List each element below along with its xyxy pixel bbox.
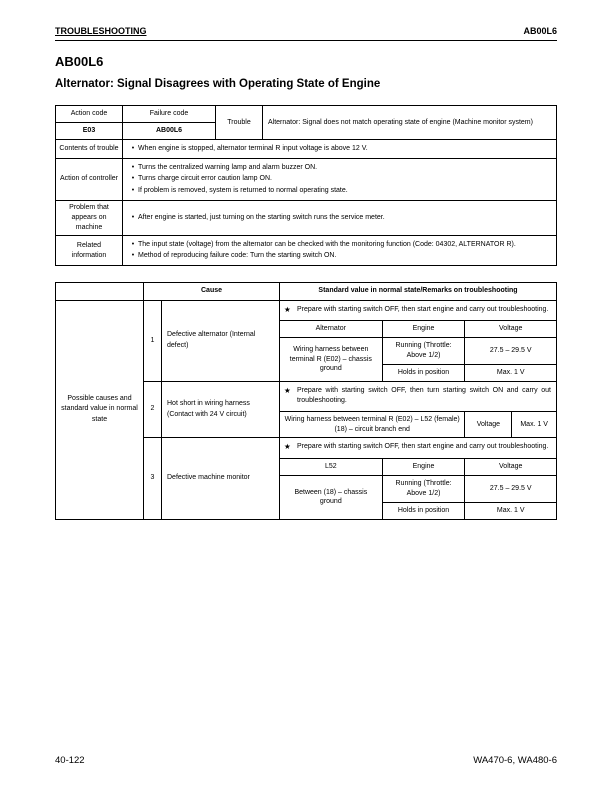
trouble-label: Trouble <box>216 106 263 140</box>
troubleshooting-note <box>280 301 556 321</box>
corner-cell <box>56 283 144 300</box>
inner-header-engine: Engine <box>382 459 465 476</box>
contents-of-trouble-cell <box>123 140 557 159</box>
cause-number: 1 <box>144 300 162 381</box>
troubleshooting-note <box>280 438 556 458</box>
voltage-value: Max. 1 V <box>512 411 556 437</box>
failure-code-label: Failure code <box>123 106 216 123</box>
bullet-text: If problem is removed, system is returned to normal operating state. <box>138 186 348 194</box>
note-text: Prepare with starting switch OFF, then turn starting switch ON and carry out troubleshooting. <box>297 386 551 404</box>
measurement-item: Wiring harness between terminal R (E02) – L52 (female) (18) – circuit branch end <box>280 411 465 437</box>
trouble-info-table <box>55 105 557 266</box>
bullet-text: Turns the centralized warning lamp and alarm buzzer ON. <box>138 164 318 172</box>
action-code-value: E03 <box>56 123 123 140</box>
voltage-value: Max. 1 V <box>465 502 556 518</box>
inner-header-item: L52 <box>280 459 382 476</box>
bullet-icon: • <box>131 252 135 260</box>
note-text: Prepare with starting switch OFF, then start engine and carry out troubleshooting. <box>297 305 549 313</box>
star-icon: ★ <box>284 385 291 395</box>
voltage-label: Voltage <box>465 411 512 437</box>
header-section-title: TROUBLESHOOTING <box>55 26 147 36</box>
measurement-item: Between (18) – chassis ground <box>280 476 382 519</box>
bullet-item <box>128 163 551 173</box>
row-label-action-of-controller: Action of controller <box>56 159 123 200</box>
standard-value-cell <box>280 438 557 519</box>
bullet-icon: • <box>131 145 135 153</box>
measurement-item: Wiring harness between terminal R (E02) – chassis ground <box>280 338 382 381</box>
causes-table <box>55 282 557 519</box>
bullet-item <box>128 186 551 196</box>
troubleshooting-note <box>280 382 556 411</box>
failure-code-value: AB00L6 <box>123 123 216 140</box>
star-icon: ★ <box>284 304 291 314</box>
row-label-related-information: Related information <box>56 236 123 266</box>
voltage-value: Max. 1 V <box>465 364 556 380</box>
action-of-controller-cell <box>123 159 557 200</box>
engine-condition: Running (Throttle: Above 1/2) <box>382 338 465 365</box>
bullet-text: Turns charge circuit error caution lamp ON. <box>138 175 272 183</box>
bullet-item <box>128 213 551 223</box>
related-information-cell <box>123 236 557 266</box>
bullet-item <box>128 251 551 261</box>
standard-column-header: Standard value in normal state/Remarks on troubleshooting <box>280 283 557 300</box>
page-title: Alternator: Signal Disagrees with Operating State of Engine <box>55 78 381 90</box>
bullet-item <box>128 174 551 184</box>
page-number: 40-122 <box>55 755 85 766</box>
note-text: Prepare with starting switch OFF, then start engine and carry out troubleshooting. <box>297 443 549 451</box>
engine-condition: Holds in position <box>382 364 465 380</box>
row-label-problem-on-machine: Problem that appears on machine <box>56 200 123 235</box>
cause-text: Defective alternator (Internal defect) <box>162 300 280 381</box>
cause-number: 3 <box>144 438 162 519</box>
trouble-description: Alternator: Signal does not match operating state of engine (Machine monitor system) <box>263 106 557 140</box>
bullet-item <box>128 240 551 250</box>
model-codes: WA470-6, WA480-6 <box>473 755 557 766</box>
page-header <box>55 26 557 41</box>
action-code-label: Action code <box>56 106 123 123</box>
inner-header-item: Alternator <box>280 321 382 338</box>
standard-value-cell <box>280 300 557 381</box>
header-failure-code: AB00L6 <box>523 26 557 36</box>
bullet-text: After engine is started, just turning on the starting switch runs the service meter. <box>138 213 385 221</box>
standard-value-cell <box>280 381 557 438</box>
page-footer <box>55 755 557 766</box>
cause-number: 2 <box>144 381 162 438</box>
engine-condition: Running (Throttle: Above 1/2) <box>382 476 465 503</box>
possible-causes-side-label: Possible causes and standard value in normal state <box>56 300 144 519</box>
bullet-text: When engine is stopped, alternator terminal R input voltage is above 12 V. <box>138 145 368 153</box>
bullet-text: Method of reproducing failure code: Turn the starting switch ON. <box>138 252 337 260</box>
bullet-icon: • <box>131 213 135 221</box>
measurement-table <box>280 320 556 380</box>
voltage-value: 27.5 – 29.5 V <box>465 338 556 365</box>
inner-header-voltage: Voltage <box>465 459 556 476</box>
bullet-icon: • <box>131 241 135 249</box>
cause-text: Hot short in wiring harness (Contact with 24 V circuit) <box>162 381 280 438</box>
cause-text: Defective machine monitor <box>162 438 280 519</box>
bullet-icon: • <box>131 175 135 183</box>
inner-header-engine: Engine <box>382 321 465 338</box>
bullet-item <box>128 144 551 154</box>
inner-header-voltage: Voltage <box>465 321 556 338</box>
bullet-icon: • <box>131 164 135 172</box>
measurement-table <box>280 458 556 518</box>
problem-on-machine-cell <box>123 200 557 235</box>
voltage-value: 27.5 – 29.5 V <box>465 476 556 503</box>
failure-code-heading: AB00L6 <box>55 54 104 69</box>
bullet-text: The input state (voltage) from the alternator can be checked with the monitoring function (Code: 04302, ALTERNATOR R). <box>138 241 516 249</box>
row-label-contents-of-trouble: Contents of trouble <box>56 140 123 159</box>
star-icon: ★ <box>284 442 291 452</box>
measurement-table <box>280 411 556 438</box>
engine-condition: Holds in position <box>382 502 465 518</box>
bullet-icon: • <box>131 186 135 194</box>
cause-column-header: Cause <box>144 283 280 300</box>
